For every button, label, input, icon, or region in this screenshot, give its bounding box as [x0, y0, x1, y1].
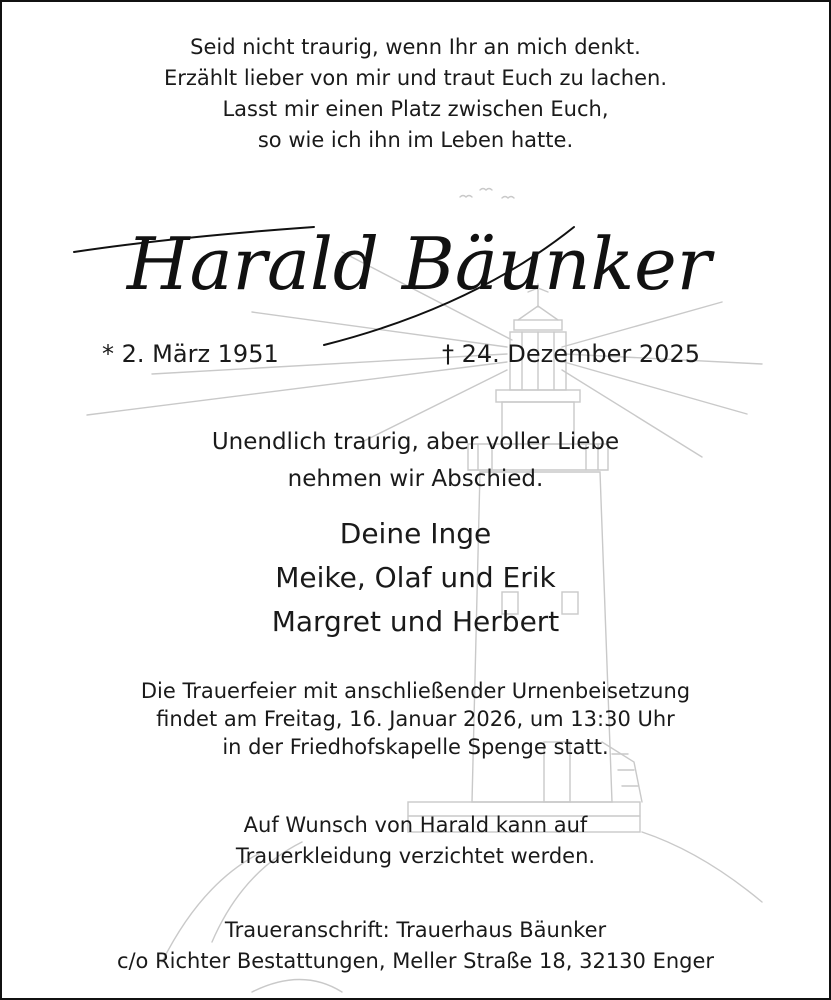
address-line: c/o Richter Bestattungen, Meller Straße 18, 32130 Enger	[116, 949, 715, 973]
dress-code-wish	[2, 810, 829, 872]
funeral-service-info	[2, 677, 829, 761]
wish-line: Trauerkleidung verzichtet werden.	[235, 844, 596, 868]
farewell-line: nehmen wir Abschied.	[287, 466, 544, 492]
birth-date: * 2. März 1951	[102, 340, 279, 368]
poem-line: Lasst mir einen Platz zwischen Euch,	[222, 97, 609, 121]
mourner-line: Meike, Olaf und Erik	[275, 561, 556, 594]
mourners	[2, 512, 829, 644]
death-date: † 24. Dezember 2025	[442, 340, 700, 368]
service-line: findet am Freitag, 16. Januar 2026, um 13:30 Uhr	[156, 707, 675, 731]
address-line: Traueranschrift: Trauerhaus Bäunker	[224, 918, 607, 942]
wish-line: Auf Wunsch von Harald kann auf	[243, 813, 588, 837]
poem-line: so wie ich ihn im Leben hatte.	[257, 128, 574, 152]
mourning-address	[2, 915, 829, 977]
poem	[2, 32, 829, 156]
poem-line: Erzählt lieber von mir und traut Euch zu lachen.	[163, 66, 667, 90]
deceased-name-signature	[54, 197, 784, 347]
service-line: in der Friedhofskapelle Spenge statt.	[222, 735, 609, 759]
poem-line: Seid nicht traurig, wenn Ihr an mich denkt.	[190, 35, 641, 59]
service-line: Die Trauerfeier mit anschließender Urnenbeisetzung	[140, 679, 691, 703]
mourner-line: Deine Inge	[339, 517, 492, 550]
mourner-line: Margret und Herbert	[271, 605, 560, 638]
farewell-text	[2, 424, 829, 498]
farewell-line: Unendlich traurig, aber voller Liebe	[211, 429, 620, 455]
deceased-name: Harald Bäunker	[126, 222, 712, 306]
